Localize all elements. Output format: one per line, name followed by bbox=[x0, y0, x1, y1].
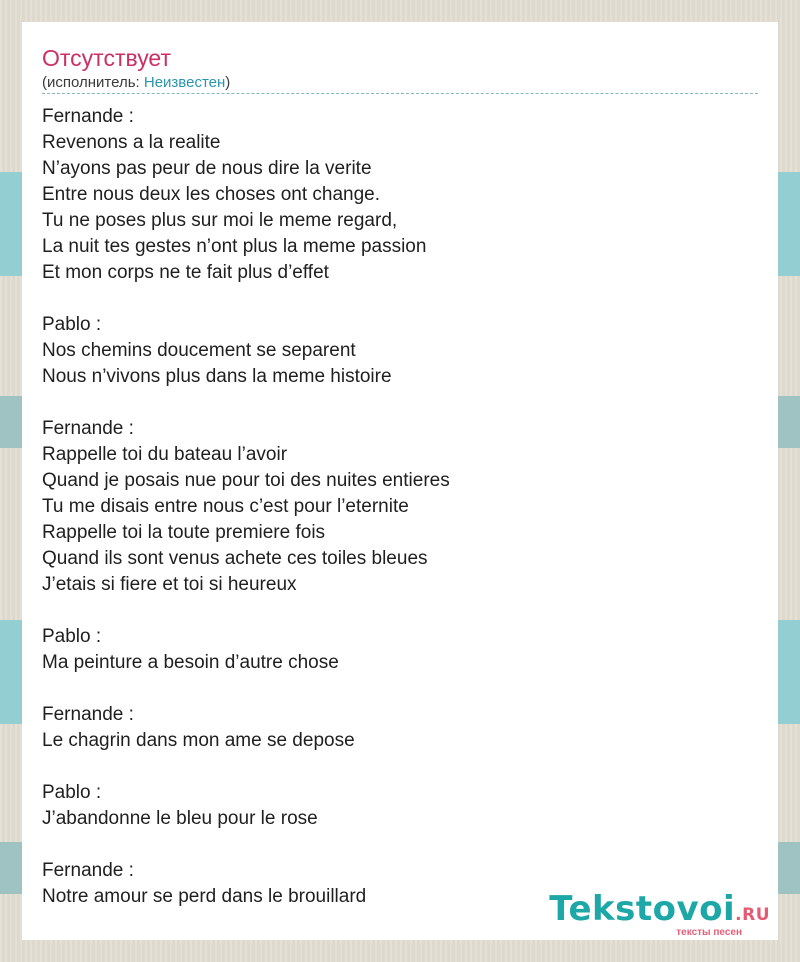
lyrics-blank-line bbox=[42, 676, 758, 702]
lyrics-line: Notre amour se perd dans le brouillard bbox=[42, 886, 367, 907]
lyrics-line: Entre nous deux les choses ont change. bbox=[42, 184, 381, 205]
lyrics-line: Nous n’vivons plus dans la meme histoire bbox=[42, 366, 392, 387]
lyrics-card bbox=[22, 22, 778, 940]
lyrics-line: Fernande : bbox=[42, 704, 134, 725]
lyrics-line: N’ayons pas peur de nous dire la verite bbox=[42, 158, 372, 179]
lyrics-line: Fernande : bbox=[42, 418, 134, 439]
lyrics-line: La nuit tes gestes n’ont plus la meme passion bbox=[42, 236, 427, 257]
lyrics-line: Tu ne poses plus sur moi le meme regard, bbox=[42, 210, 398, 231]
lyrics-line: Tu me disais entre nous c’est pour l’eternite bbox=[42, 496, 409, 517]
lyrics-blank-line bbox=[42, 390, 758, 416]
artist-line bbox=[42, 73, 758, 94]
lyrics-line: J’abandonne le bleu pour le rose bbox=[42, 808, 318, 829]
lyrics-blank-line bbox=[42, 286, 758, 312]
lyrics-line: Nos chemins doucement se separent bbox=[42, 340, 356, 361]
lyrics-line: Fernande : bbox=[42, 860, 134, 881]
lyrics-line: Quand je posais nue pour toi des nuites entieres bbox=[42, 470, 450, 491]
lyrics-line: Pablo : bbox=[42, 626, 102, 647]
artist-link[interactable]: Неизвестен bbox=[143, 74, 226, 91]
lyrics-line: Rappelle toi la toute premiere fois bbox=[42, 522, 326, 543]
artist-prefix: (исполнитель: bbox=[42, 74, 144, 91]
logo-domain: .RU bbox=[735, 905, 770, 925]
lyrics-line: Le chagrin dans mon ame se depose bbox=[42, 730, 355, 751]
artist-suffix: ) bbox=[225, 74, 231, 91]
logo-tagline: тексты песен bbox=[676, 927, 742, 938]
lyrics-line: J’etais si fiere et toi si heureux bbox=[42, 574, 297, 595]
lyrics-line: Quand ils sont venus achete ces toiles bleues bbox=[42, 548, 428, 569]
lyrics-line: Ma peinture a besoin d’autre chose bbox=[42, 652, 339, 673]
lyrics-line: Fernande : bbox=[42, 106, 134, 127]
song-title: Отсутствует bbox=[42, 45, 171, 71]
lyrics-blank-line bbox=[42, 832, 758, 858]
lyrics-line: Pablo : bbox=[42, 782, 102, 803]
lyrics-blank-line bbox=[42, 598, 758, 624]
logo-name: Tekstovoi bbox=[549, 889, 736, 929]
lyrics-line: Rappelle toi du bateau l’avoir bbox=[42, 444, 288, 465]
lyrics-line: Revenons a la realite bbox=[42, 132, 221, 153]
site-logo[interactable] bbox=[549, 890, 770, 938]
lyrics-text bbox=[42, 104, 758, 910]
lyrics-line: Pablo : bbox=[42, 314, 102, 335]
lyrics-line: Et mon corps ne te fait plus d’effet bbox=[42, 262, 329, 283]
lyrics-blank-line bbox=[42, 754, 758, 780]
